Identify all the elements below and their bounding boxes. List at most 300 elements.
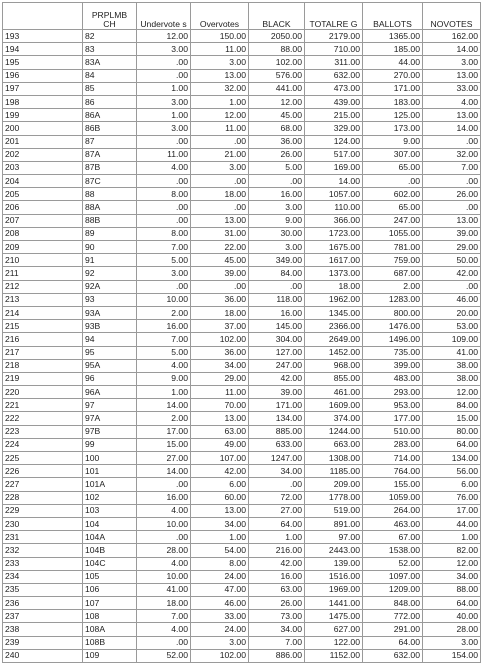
row-index: 212 — [3, 280, 83, 293]
cell-overvotes: 39.00 — [191, 267, 249, 280]
table-row — [3, 570, 481, 583]
row-index: 221 — [3, 399, 83, 412]
cell-totalreg: 1969.00 — [305, 583, 363, 596]
cell-totalreg: 663.00 — [305, 438, 363, 451]
cell-prplmbch: 87B — [83, 161, 137, 174]
cell-ballots: 772.00 — [363, 610, 423, 623]
cell-overvotes: 3.00 — [191, 636, 249, 649]
cell-ballots: 183.00 — [363, 95, 423, 108]
row-index: 234 — [3, 570, 83, 583]
cell-prplmbch: 85 — [83, 82, 137, 95]
cell-prplmbch: 93 — [83, 293, 137, 306]
cell-ballots: 65.00 — [363, 201, 423, 214]
cell-totalreg: 855.00 — [305, 372, 363, 385]
cell-novotes: 12.00 — [423, 557, 481, 570]
row-index: 194 — [3, 43, 83, 56]
cell-undervotes: 7.00 — [137, 610, 191, 623]
cell-undervotes: 14.00 — [137, 399, 191, 412]
table-row — [3, 280, 481, 293]
cell-prplmbch: 86B — [83, 122, 137, 135]
cell-prplmbch: 84 — [83, 69, 137, 82]
cell-undervotes: 1.00 — [137, 109, 191, 122]
cell-undervotes: 9.00 — [137, 372, 191, 385]
row-index: 199 — [3, 109, 83, 122]
cell-ballots: 781.00 — [363, 241, 423, 254]
cell-totalreg: 1452.00 — [305, 346, 363, 359]
cell-black: 12.00 — [249, 95, 305, 108]
cell-undervotes: 8.00 — [137, 227, 191, 240]
precinct-vote-table — [2, 2, 481, 663]
row-index: 206 — [3, 201, 83, 214]
cell-undervotes: 7.00 — [137, 241, 191, 254]
cell-novotes: 76.00 — [423, 491, 481, 504]
table-row — [3, 478, 481, 491]
row-index: 225 — [3, 452, 83, 465]
cell-ballots: 1476.00 — [363, 320, 423, 333]
row-index: 213 — [3, 293, 83, 306]
cell-undervotes: .00 — [137, 201, 191, 214]
row-index: 223 — [3, 425, 83, 438]
table-row — [3, 333, 481, 346]
cell-black: 45.00 — [249, 109, 305, 122]
cell-ballots: 270.00 — [363, 69, 423, 82]
cell-black: 3.00 — [249, 241, 305, 254]
cell-ballots: 687.00 — [363, 267, 423, 280]
row-index: 200 — [3, 122, 83, 135]
cell-novotes: 44.00 — [423, 517, 481, 530]
cell-overvotes: 70.00 — [191, 399, 249, 412]
row-index: 238 — [3, 623, 83, 636]
header-index — [3, 3, 83, 30]
header-novotes: NOVOTES — [423, 3, 481, 30]
table-row — [3, 623, 481, 636]
cell-totalreg: 1609.00 — [305, 399, 363, 412]
cell-black: .00 — [249, 280, 305, 293]
cell-novotes: .00 — [423, 135, 481, 148]
cell-undervotes: .00 — [137, 56, 191, 69]
cell-overvotes: 63.00 — [191, 425, 249, 438]
cell-overvotes: 24.00 — [191, 570, 249, 583]
cell-overvotes: 33.00 — [191, 610, 249, 623]
cell-totalreg: 473.00 — [305, 82, 363, 95]
cell-black: 64.00 — [249, 517, 305, 530]
cell-black: 30.00 — [249, 227, 305, 240]
row-index: 209 — [3, 241, 83, 254]
cell-black: 576.00 — [249, 69, 305, 82]
cell-ballots: 759.00 — [363, 254, 423, 267]
cell-ballots: 1209.00 — [363, 583, 423, 596]
cell-undervotes: 15.00 — [137, 438, 191, 451]
cell-ballots: 602.00 — [363, 188, 423, 201]
cell-overvotes: 18.00 — [191, 306, 249, 319]
cell-novotes: 64.00 — [423, 438, 481, 451]
cell-totalreg: 18.00 — [305, 280, 363, 293]
cell-totalreg: 1185.00 — [305, 465, 363, 478]
cell-novotes: 154.00 — [423, 649, 481, 662]
cell-black: 633.00 — [249, 438, 305, 451]
cell-totalreg: 1675.00 — [305, 241, 363, 254]
table-row — [3, 649, 481, 662]
cell-totalreg: 1152.00 — [305, 649, 363, 662]
row-index: 204 — [3, 175, 83, 188]
cell-totalreg: 632.00 — [305, 69, 363, 82]
row-index: 215 — [3, 320, 83, 333]
cell-ballots: 185.00 — [363, 43, 423, 56]
cell-totalreg: 1308.00 — [305, 452, 363, 465]
cell-totalreg: 97.00 — [305, 531, 363, 544]
cell-novotes: 64.00 — [423, 597, 481, 610]
cell-prplmbch: 97 — [83, 399, 137, 412]
cell-novotes: 38.00 — [423, 372, 481, 385]
cell-black: 118.00 — [249, 293, 305, 306]
cell-black: 3.00 — [249, 201, 305, 214]
cell-overvotes: 11.00 — [191, 43, 249, 56]
cell-novotes: 7.00 — [423, 161, 481, 174]
cell-undervotes: .00 — [137, 214, 191, 227]
cell-overvotes: 12.00 — [191, 109, 249, 122]
cell-totalreg: 1617.00 — [305, 254, 363, 267]
cell-ballots: 483.00 — [363, 372, 423, 385]
cell-prplmbch: 101 — [83, 465, 137, 478]
cell-ballots: 2.00 — [363, 280, 423, 293]
row-index: 230 — [3, 517, 83, 530]
cell-overvotes: 54.00 — [191, 544, 249, 557]
cell-ballots: 1097.00 — [363, 570, 423, 583]
cell-ballots: 1538.00 — [363, 544, 423, 557]
cell-black: 36.00 — [249, 135, 305, 148]
cell-overvotes: .00 — [191, 175, 249, 188]
cell-prplmbch: 108 — [83, 610, 137, 623]
cell-ballots: 171.00 — [363, 82, 423, 95]
cell-ballots: 1055.00 — [363, 227, 423, 240]
cell-undervotes: .00 — [137, 135, 191, 148]
table-row — [3, 491, 481, 504]
cell-ballots: 632.00 — [363, 649, 423, 662]
cell-totalreg: 519.00 — [305, 504, 363, 517]
table-row — [3, 386, 481, 399]
cell-black: 34.00 — [249, 623, 305, 636]
cell-totalreg: 627.00 — [305, 623, 363, 636]
cell-totalreg: 461.00 — [305, 386, 363, 399]
cell-undervotes: .00 — [137, 69, 191, 82]
cell-black: 349.00 — [249, 254, 305, 267]
cell-ballots: 463.00 — [363, 517, 423, 530]
cell-black: 27.00 — [249, 504, 305, 517]
cell-totalreg: 1516.00 — [305, 570, 363, 583]
row-index: 220 — [3, 386, 83, 399]
cell-ballots: 510.00 — [363, 425, 423, 438]
cell-overvotes: 34.00 — [191, 517, 249, 530]
table-row — [3, 293, 481, 306]
cell-black: 84.00 — [249, 267, 305, 280]
cell-prplmbch: 107 — [83, 597, 137, 610]
table-row — [3, 346, 481, 359]
cell-ballots: .00 — [363, 175, 423, 188]
cell-undervotes: 18.00 — [137, 597, 191, 610]
cell-undervotes: 3.00 — [137, 95, 191, 108]
cell-undervotes: 11.00 — [137, 148, 191, 161]
cell-novotes: 82.00 — [423, 544, 481, 557]
cell-black: 885.00 — [249, 425, 305, 438]
cell-novotes: 42.00 — [423, 267, 481, 280]
cell-undervotes: 4.00 — [137, 359, 191, 372]
cell-ballots: 44.00 — [363, 56, 423, 69]
cell-novotes: 15.00 — [423, 412, 481, 425]
cell-prplmbch: 95 — [83, 346, 137, 359]
table-row — [3, 544, 481, 557]
cell-undervotes: .00 — [137, 636, 191, 649]
row-index: 208 — [3, 227, 83, 240]
cell-novotes: 12.00 — [423, 386, 481, 399]
cell-totalreg: 215.00 — [305, 109, 363, 122]
cell-prplmbch: 104A — [83, 531, 137, 544]
header-totalreg: TOTALRE G — [305, 3, 363, 30]
row-index: 196 — [3, 69, 83, 82]
cell-overvotes: 60.00 — [191, 491, 249, 504]
cell-novotes: 39.00 — [423, 227, 481, 240]
cell-totalreg: 439.00 — [305, 95, 363, 108]
cell-overvotes: 150.00 — [191, 30, 249, 43]
cell-black: 16.00 — [249, 570, 305, 583]
cell-black: 16.00 — [249, 306, 305, 319]
cell-totalreg: 891.00 — [305, 517, 363, 530]
cell-novotes: 17.00 — [423, 504, 481, 517]
header-overvotes: Overvotes — [191, 3, 249, 30]
cell-overvotes: 102.00 — [191, 649, 249, 662]
row-index: 195 — [3, 56, 83, 69]
row-index: 232 — [3, 544, 83, 557]
cell-totalreg: 139.00 — [305, 557, 363, 570]
cell-ballots: 800.00 — [363, 306, 423, 319]
cell-totalreg: 122.00 — [305, 636, 363, 649]
cell-black: 63.00 — [249, 583, 305, 596]
cell-novotes: 50.00 — [423, 254, 481, 267]
cell-undervotes: 14.00 — [137, 465, 191, 478]
cell-prplmbch: 104B — [83, 544, 137, 557]
table-row — [3, 465, 481, 478]
row-index: 211 — [3, 267, 83, 280]
cell-ballots: 247.00 — [363, 214, 423, 227]
cell-novotes: 4.00 — [423, 95, 481, 108]
row-index: 202 — [3, 148, 83, 161]
cell-undervotes: 17.00 — [137, 425, 191, 438]
table-row — [3, 30, 481, 43]
table-body — [3, 30, 481, 663]
cell-undervotes: .00 — [137, 531, 191, 544]
cell-ballots: 714.00 — [363, 452, 423, 465]
cell-novotes: 162.00 — [423, 30, 481, 43]
table-row — [3, 227, 481, 240]
header-undervotes: Undervote s — [137, 3, 191, 30]
cell-undervotes: 27.00 — [137, 452, 191, 465]
cell-black: 26.00 — [249, 597, 305, 610]
row-index: 219 — [3, 372, 83, 385]
cell-novotes: 34.00 — [423, 570, 481, 583]
cell-black: .00 — [249, 478, 305, 491]
cell-totalreg: 1723.00 — [305, 227, 363, 240]
table-row — [3, 504, 481, 517]
cell-ballots: 52.00 — [363, 557, 423, 570]
table-row — [3, 412, 481, 425]
cell-overvotes: 32.00 — [191, 82, 249, 95]
cell-prplmbch: 90 — [83, 241, 137, 254]
row-index: 207 — [3, 214, 83, 227]
cell-totalreg: 710.00 — [305, 43, 363, 56]
row-index: 222 — [3, 412, 83, 425]
cell-black: 16.00 — [249, 188, 305, 201]
cell-totalreg: 1345.00 — [305, 306, 363, 319]
cell-undervotes: 4.00 — [137, 557, 191, 570]
cell-overvotes: 13.00 — [191, 412, 249, 425]
cell-undervotes: 2.00 — [137, 306, 191, 319]
cell-black: 2050.00 — [249, 30, 305, 43]
cell-undervotes: 4.00 — [137, 623, 191, 636]
cell-undervotes: 8.00 — [137, 188, 191, 201]
row-index: 224 — [3, 438, 83, 451]
cell-undervotes: 10.00 — [137, 293, 191, 306]
table-row — [3, 241, 481, 254]
cell-overvotes: 13.00 — [191, 504, 249, 517]
table-row — [3, 201, 481, 214]
table-row — [3, 452, 481, 465]
cell-prplmbch: 104 — [83, 517, 137, 530]
cell-undervotes: .00 — [137, 175, 191, 188]
cell-prplmbch: 87C — [83, 175, 137, 188]
cell-ballots: 735.00 — [363, 346, 423, 359]
cell-ballots: 177.00 — [363, 412, 423, 425]
row-index: 226 — [3, 465, 83, 478]
cell-novotes: 20.00 — [423, 306, 481, 319]
cell-overvotes: 29.00 — [191, 372, 249, 385]
cell-totalreg: 209.00 — [305, 478, 363, 491]
cell-ballots: 65.00 — [363, 161, 423, 174]
cell-ballots: 1365.00 — [363, 30, 423, 43]
table-row — [3, 122, 481, 135]
cell-overvotes: 46.00 — [191, 597, 249, 610]
cell-overvotes: .00 — [191, 135, 249, 148]
row-index: 231 — [3, 531, 83, 544]
cell-ballots: 291.00 — [363, 623, 423, 636]
cell-totalreg: 329.00 — [305, 122, 363, 135]
cell-undervotes: 16.00 — [137, 320, 191, 333]
cell-ballots: 307.00 — [363, 148, 423, 161]
row-index: 240 — [3, 649, 83, 662]
table-row — [3, 175, 481, 188]
cell-undervotes: 16.00 — [137, 491, 191, 504]
row-index: 237 — [3, 610, 83, 623]
cell-black: 26.00 — [249, 148, 305, 161]
cell-undervotes: 5.00 — [137, 254, 191, 267]
cell-overvotes: 49.00 — [191, 438, 249, 451]
table-row — [3, 636, 481, 649]
cell-prplmbch: 95A — [83, 359, 137, 372]
cell-black: 304.00 — [249, 333, 305, 346]
cell-novotes: 33.00 — [423, 82, 481, 95]
cell-prplmbch: 88B — [83, 214, 137, 227]
row-index: 205 — [3, 188, 83, 201]
cell-black: 5.00 — [249, 161, 305, 174]
cell-undervotes: 3.00 — [137, 43, 191, 56]
cell-prplmbch: 86A — [83, 109, 137, 122]
row-index: 214 — [3, 306, 83, 319]
cell-totalreg: 366.00 — [305, 214, 363, 227]
row-index: 198 — [3, 95, 83, 108]
cell-novotes: .00 — [423, 175, 481, 188]
table-row — [3, 597, 481, 610]
cell-prplmbch: 93A — [83, 306, 137, 319]
cell-black: 1247.00 — [249, 452, 305, 465]
row-index: 201 — [3, 135, 83, 148]
header-black: BLACK — [249, 3, 305, 30]
cell-novotes: 13.00 — [423, 109, 481, 122]
cell-black: 39.00 — [249, 386, 305, 399]
cell-overvotes: .00 — [191, 280, 249, 293]
cell-black: 247.00 — [249, 359, 305, 372]
cell-novotes: 40.00 — [423, 610, 481, 623]
cell-black: 441.00 — [249, 82, 305, 95]
cell-totalreg: 169.00 — [305, 161, 363, 174]
cell-black: 134.00 — [249, 412, 305, 425]
cell-black: 42.00 — [249, 372, 305, 385]
cell-black: 127.00 — [249, 346, 305, 359]
table-row — [3, 425, 481, 438]
cell-totalreg: 2649.00 — [305, 333, 363, 346]
cell-overvotes: 36.00 — [191, 346, 249, 359]
table-row — [3, 583, 481, 596]
cell-novotes: 46.00 — [423, 293, 481, 306]
cell-undervotes: 5.00 — [137, 346, 191, 359]
table-row — [3, 188, 481, 201]
table-row — [3, 372, 481, 385]
row-index: 217 — [3, 346, 83, 359]
cell-totalreg: 2366.00 — [305, 320, 363, 333]
cell-overvotes: 18.00 — [191, 188, 249, 201]
cell-overvotes: 13.00 — [191, 69, 249, 82]
cell-overvotes: 1.00 — [191, 531, 249, 544]
cell-totalreg: 1244.00 — [305, 425, 363, 438]
cell-novotes: 14.00 — [423, 122, 481, 135]
cell-black: 42.00 — [249, 557, 305, 570]
row-index: 236 — [3, 597, 83, 610]
cell-black: 102.00 — [249, 56, 305, 69]
cell-undervotes: 1.00 — [137, 82, 191, 95]
cell-totalreg: 311.00 — [305, 56, 363, 69]
cell-prplmbch: 89 — [83, 227, 137, 240]
row-index: 197 — [3, 82, 83, 95]
cell-novotes: 13.00 — [423, 214, 481, 227]
cell-overvotes: 42.00 — [191, 465, 249, 478]
cell-novotes: 80.00 — [423, 425, 481, 438]
cell-ballots: 764.00 — [363, 465, 423, 478]
cell-undervotes: 28.00 — [137, 544, 191, 557]
table-row — [3, 148, 481, 161]
cell-novotes: 53.00 — [423, 320, 481, 333]
cell-overvotes: 31.00 — [191, 227, 249, 240]
table-row — [3, 95, 481, 108]
cell-totalreg: 1057.00 — [305, 188, 363, 201]
cell-prplmbch: 109 — [83, 649, 137, 662]
cell-novotes: 109.00 — [423, 333, 481, 346]
cell-ballots: 155.00 — [363, 478, 423, 491]
cell-novotes: 84.00 — [423, 399, 481, 412]
cell-black: 68.00 — [249, 122, 305, 135]
cell-ballots: 1496.00 — [363, 333, 423, 346]
cell-black: .00 — [249, 175, 305, 188]
cell-novotes: 88.00 — [423, 583, 481, 596]
table-row — [3, 267, 481, 280]
row-index: 228 — [3, 491, 83, 504]
cell-undervotes: 3.00 — [137, 267, 191, 280]
